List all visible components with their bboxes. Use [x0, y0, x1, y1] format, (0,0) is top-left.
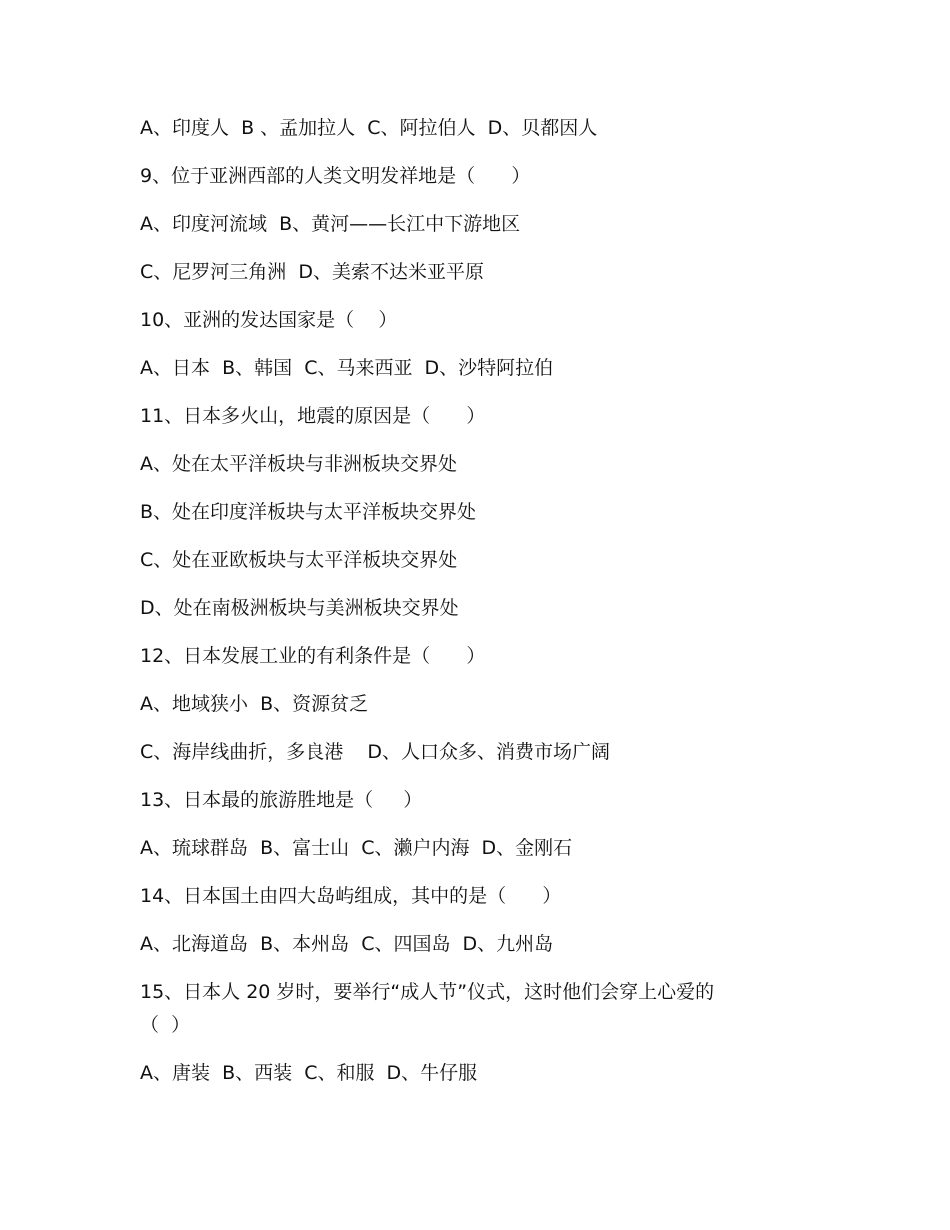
q14-question: 14、日本国土由四大岛屿组成，其中的是（ ） — [140, 885, 562, 907]
q12-options-ab: A、地域狭小 B、资源贫乏 — [140, 693, 369, 715]
q11-option-d: D、处在南极洲板块与美洲板块交界处 — [140, 597, 459, 619]
q11-question: 11、日本多火山，地震的原因是（ ） — [140, 405, 486, 427]
q15-options: A、唐装 B、西装 C、和服 D、牛仔服 — [140, 1062, 478, 1084]
q15-question: 15、日本人 20 岁时，要举行“成人节”仪式，这时他们会穿上心爱的 — [140, 981, 715, 1003]
q10-options: A、日本 B、韩国 C、马来西亚 D、沙特阿拉伯 — [140, 357, 554, 379]
q13-options: A、琉球群岛 B、富士山 C、濑户内海 D、金刚石 — [140, 837, 573, 859]
q10-question: 10、亚洲的发达国家是（ ） — [140, 309, 398, 331]
q12-question: 12、日本发展工业的有利条件是（ ） — [140, 645, 486, 667]
q11-option-a: A、处在太平洋板块与非洲板块交界处 — [140, 453, 457, 475]
q9-question: 9、位于亚洲西部的人类文明发祥地是（ ） — [140, 165, 531, 187]
q11-option-c: C、处在亚欧板块与太平洋板块交界处 — [140, 549, 458, 571]
q14-options: A、北海道岛 B、本州岛 C、四国岛 D、九州岛 — [140, 933, 554, 955]
q9-options-cd: C、尼罗河三角洲 D、美索不达米亚平原 — [140, 261, 484, 283]
q15-question-blank: （ ） — [140, 1014, 191, 1036]
q12-options-cd: C、海岸线曲折，多良港 D、人口众多、消费市场广阔 — [140, 741, 611, 763]
q9-options-ab: A、印度河流域 B、黄河——长江中下游地区 — [140, 213, 521, 235]
q8-options: A、印度人 B 、孟加拉人 C、阿拉伯人 D、贝都因人 — [140, 117, 598, 139]
q13-question: 13、日本最的旅游胜地是（ ） — [140, 789, 423, 811]
q11-option-b: B、处在印度洋板块与太平洋板块交界处 — [140, 501, 477, 523]
